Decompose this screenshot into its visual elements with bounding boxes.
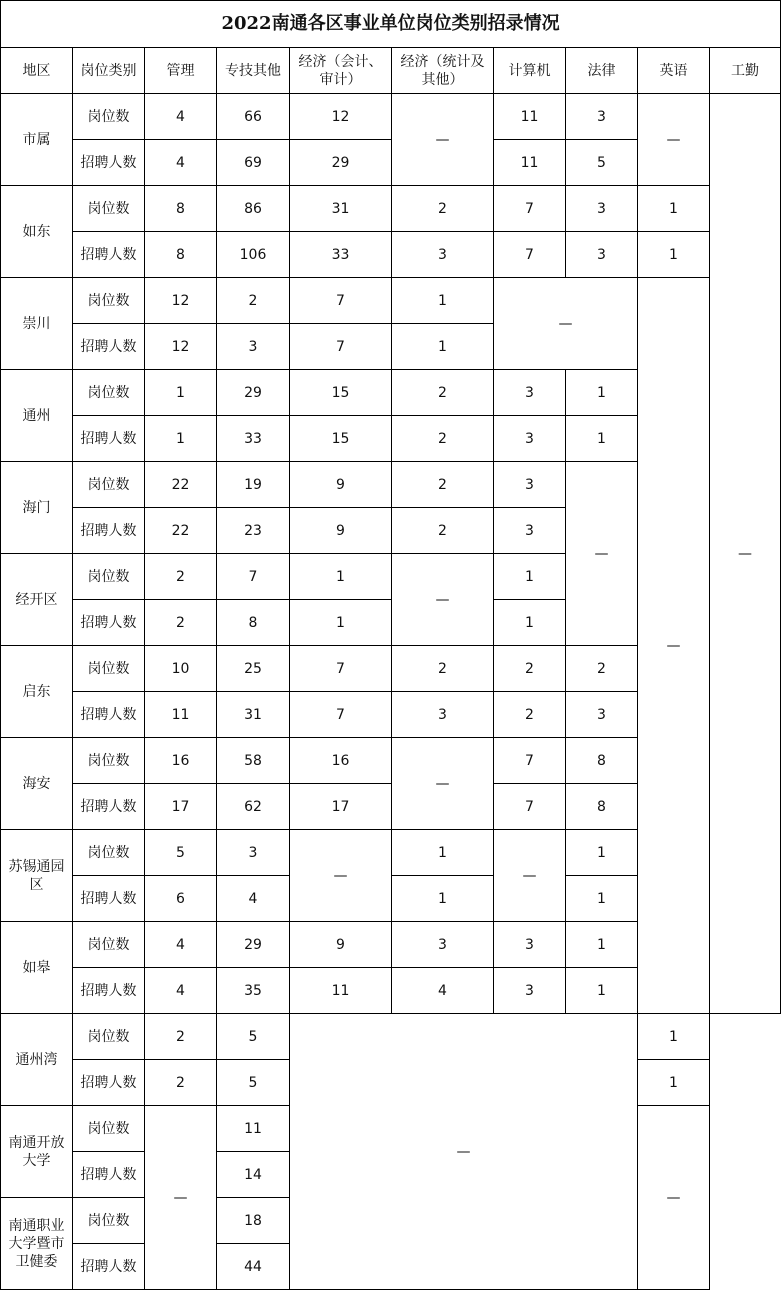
value-cell: 1	[494, 554, 566, 600]
row-type-hires: 招聘人数	[73, 508, 145, 554]
region-name: 苏锡通园区	[1, 830, 73, 922]
value-cell: 4	[145, 140, 217, 186]
value-cell: 7	[290, 692, 392, 738]
dash-cell: —	[638, 278, 710, 1014]
value-cell: 2	[392, 646, 494, 692]
row-type-posts: 岗位数	[73, 1198, 145, 1244]
row-type-hires: 招聘人数	[73, 416, 145, 462]
header-post-type: 岗位类别	[73, 48, 145, 94]
value-cell: 19	[217, 462, 290, 508]
value-cell: 69	[217, 140, 290, 186]
value-cell: 7	[494, 186, 566, 232]
value-cell: 4	[145, 968, 217, 1014]
header-professional-other: 专技其他	[217, 48, 290, 94]
table-row	[1, 186, 781, 232]
header-computer: 计算机	[494, 48, 566, 94]
value-cell: 12	[145, 278, 217, 324]
value-cell: 29	[217, 922, 290, 968]
region-name: 市属	[1, 94, 73, 186]
value-cell: 23	[217, 508, 290, 554]
value-cell: 4	[392, 968, 494, 1014]
region-name: 启东	[1, 646, 73, 738]
dash-cell: —	[290, 830, 392, 922]
table-title: 2022南通各区事业单位岗位类别招录情况	[1, 1, 781, 48]
value-cell: 3	[494, 416, 566, 462]
value-cell: 17	[290, 784, 392, 830]
value-cell: 2	[566, 646, 638, 692]
value-cell: 1	[638, 1014, 710, 1060]
value-cell: 11	[494, 140, 566, 186]
value-cell: 1	[392, 324, 494, 370]
row-type-hires: 招聘人数	[73, 600, 145, 646]
value-cell: 2	[392, 186, 494, 232]
row-type-posts: 岗位数	[73, 278, 145, 324]
value-cell: 11	[217, 1106, 290, 1152]
row-type-posts: 岗位数	[73, 186, 145, 232]
value-cell: 3	[566, 692, 638, 738]
value-cell: 16	[290, 738, 392, 784]
value-cell: 7	[494, 784, 566, 830]
dash-cell: —	[392, 554, 494, 646]
header-region: 地区	[1, 48, 73, 94]
value-cell: 3	[494, 370, 566, 416]
value-cell: 12	[145, 324, 217, 370]
row-type-posts: 岗位数	[73, 830, 145, 876]
value-cell: 4	[145, 922, 217, 968]
value-cell: 5	[566, 140, 638, 186]
value-cell: 22	[145, 508, 217, 554]
header-economy-statistics: 经济（统计及其他）	[392, 48, 494, 94]
value-cell: 22	[145, 462, 217, 508]
region-name: 如东	[1, 186, 73, 278]
row-type-posts: 岗位数	[73, 370, 145, 416]
dash-cell: —	[145, 1106, 217, 1290]
value-cell: 1	[392, 278, 494, 324]
value-cell: 2	[392, 370, 494, 416]
region-name: 如皋	[1, 922, 73, 1014]
value-cell: 58	[217, 738, 290, 784]
value-cell: 1	[392, 876, 494, 922]
value-cell: 16	[145, 738, 217, 784]
row-type-posts: 岗位数	[73, 922, 145, 968]
header-logistics: 工勤	[710, 48, 781, 94]
value-cell: 1	[566, 416, 638, 462]
value-cell: 9	[290, 462, 392, 508]
dash-cell: —	[494, 830, 566, 922]
value-cell: 1	[638, 1060, 710, 1106]
region-name: 海安	[1, 738, 73, 830]
value-cell: 33	[290, 232, 392, 278]
dash-cell: —	[638, 1106, 710, 1290]
value-cell: 7	[290, 324, 392, 370]
row-type-hires: 招聘人数	[73, 232, 145, 278]
value-cell: 6	[145, 876, 217, 922]
value-cell: 4	[145, 94, 217, 140]
row-type-posts: 岗位数	[73, 646, 145, 692]
value-cell: 25	[217, 646, 290, 692]
value-cell: 8	[217, 600, 290, 646]
value-cell: 106	[217, 232, 290, 278]
value-cell: 3	[217, 830, 290, 876]
value-cell: 35	[217, 968, 290, 1014]
value-cell: 8	[145, 232, 217, 278]
region-name: 南通职业大学暨市卫健委	[1, 1198, 73, 1290]
value-cell: 7	[494, 232, 566, 278]
value-cell: 3	[217, 324, 290, 370]
value-cell: 3	[494, 968, 566, 1014]
value-cell: 1	[145, 370, 217, 416]
value-cell: 86	[217, 186, 290, 232]
value-cell: 2	[217, 278, 290, 324]
value-cell: 33	[217, 416, 290, 462]
value-cell: 1	[392, 830, 494, 876]
row-type-hires: 招聘人数	[73, 1152, 145, 1198]
value-cell: 5	[145, 830, 217, 876]
region-name: 通州湾	[1, 1014, 73, 1106]
table-row	[1, 1014, 781, 1060]
value-cell: 9	[290, 508, 392, 554]
value-cell: 3	[566, 186, 638, 232]
row-type-posts: 岗位数	[73, 554, 145, 600]
value-cell: 1	[145, 416, 217, 462]
dash-cell: —	[638, 94, 710, 186]
row-type-hires: 招聘人数	[73, 1060, 145, 1106]
dash-cell: —	[392, 94, 494, 186]
row-type-hires: 招聘人数	[73, 1244, 145, 1290]
region-name: 通州	[1, 370, 73, 462]
region-name: 海门	[1, 462, 73, 554]
value-cell: 11	[290, 968, 392, 1014]
value-cell: 3	[392, 922, 494, 968]
region-name: 南通开放大学	[1, 1106, 73, 1198]
value-cell: 15	[290, 416, 392, 462]
value-cell: 1	[638, 232, 710, 278]
value-cell: 9	[290, 922, 392, 968]
header-english: 英语	[638, 48, 710, 94]
value-cell: 1	[566, 876, 638, 922]
value-cell: 2	[392, 462, 494, 508]
value-cell: 11	[494, 94, 566, 140]
row-type-hires: 招聘人数	[73, 876, 145, 922]
value-cell: 2	[494, 646, 566, 692]
dash-cell: —	[290, 1014, 638, 1290]
dash-cell: —	[710, 94, 781, 1014]
value-cell: 12	[290, 94, 392, 140]
value-cell: 31	[217, 692, 290, 738]
value-cell: 2	[392, 508, 494, 554]
row-type-posts: 岗位数	[73, 1106, 145, 1152]
row-type-posts: 岗位数	[73, 462, 145, 508]
value-cell: 3	[392, 692, 494, 738]
row-type-hires: 招聘人数	[73, 692, 145, 738]
value-cell: 1	[566, 370, 638, 416]
value-cell: 1	[638, 186, 710, 232]
value-cell: 8	[145, 186, 217, 232]
row-type-hires: 招聘人数	[73, 968, 145, 1014]
value-cell: 62	[217, 784, 290, 830]
row-type-posts: 岗位数	[73, 1014, 145, 1060]
value-cell: 2	[145, 1060, 217, 1106]
value-cell: 7	[290, 646, 392, 692]
value-cell: 1	[290, 554, 392, 600]
table-row	[1, 232, 781, 278]
value-cell: 3	[566, 94, 638, 140]
value-cell: 4	[217, 876, 290, 922]
value-cell: 66	[217, 94, 290, 140]
header-management: 管理	[145, 48, 217, 94]
dash-cell: —	[392, 738, 494, 830]
value-cell: 1	[290, 600, 392, 646]
value-cell: 2	[145, 1014, 217, 1060]
value-cell: 7	[217, 554, 290, 600]
row-type-posts: 岗位数	[73, 94, 145, 140]
value-cell: 31	[290, 186, 392, 232]
value-cell: 2	[494, 692, 566, 738]
value-cell: 3	[494, 462, 566, 508]
row-type-hires: 招聘人数	[73, 784, 145, 830]
value-cell: 2	[392, 416, 494, 462]
value-cell: 44	[217, 1244, 290, 1290]
row-type-posts: 岗位数	[73, 738, 145, 784]
value-cell: 3	[392, 232, 494, 278]
value-cell: 18	[217, 1198, 290, 1244]
value-cell: 5	[217, 1060, 290, 1106]
table-row	[1, 278, 781, 324]
value-cell: 2	[145, 600, 217, 646]
row-type-hires: 招聘人数	[73, 324, 145, 370]
dash-cell: —	[566, 462, 638, 646]
value-cell: 14	[217, 1152, 290, 1198]
value-cell: 15	[290, 370, 392, 416]
value-cell: 11	[145, 692, 217, 738]
value-cell: 10	[145, 646, 217, 692]
value-cell: 3	[494, 508, 566, 554]
region-name: 经开区	[1, 554, 73, 646]
value-cell: 2	[145, 554, 217, 600]
value-cell: 1	[566, 830, 638, 876]
value-cell: 7	[494, 738, 566, 784]
value-cell: 17	[145, 784, 217, 830]
value-cell: 8	[566, 738, 638, 784]
value-cell: 8	[566, 784, 638, 830]
value-cell: 1	[566, 922, 638, 968]
row-type-hires: 招聘人数	[73, 140, 145, 186]
value-cell: 3	[494, 922, 566, 968]
value-cell: 1	[566, 968, 638, 1014]
value-cell: 5	[217, 1014, 290, 1060]
value-cell: 29	[217, 370, 290, 416]
header-economy-accounting: 经济（会计、审计）	[290, 48, 392, 94]
header-row	[1, 48, 781, 94]
value-cell: 1	[494, 600, 566, 646]
header-law: 法律	[566, 48, 638, 94]
table-row	[1, 94, 781, 140]
value-cell: 29	[290, 140, 392, 186]
dash-cell: —	[494, 278, 638, 370]
value-cell: 3	[566, 232, 638, 278]
value-cell: 7	[290, 278, 392, 324]
region-name: 崇川	[1, 278, 73, 370]
